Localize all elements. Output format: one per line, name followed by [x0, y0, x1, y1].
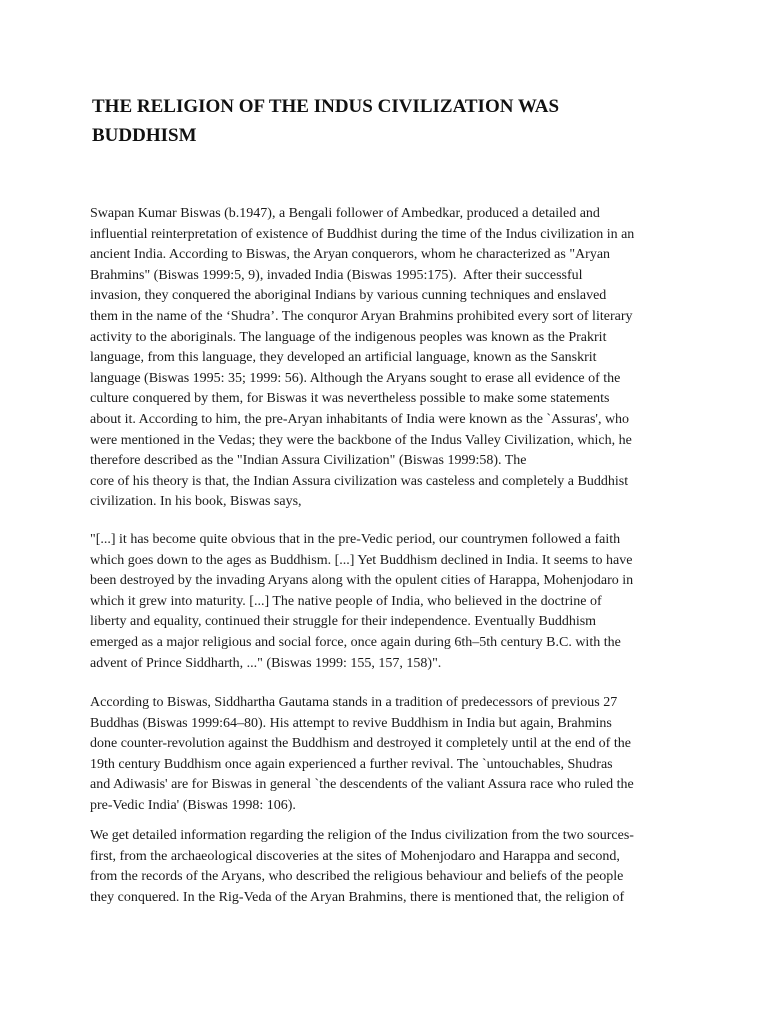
text-line: invasion, they conquered the aboriginal Indians by various cunning techniques and enslaved	[90, 288, 607, 304]
paragraph-siddhartha	[90, 693, 690, 817]
text-line: Swapan Kumar Biswas (b.1947), a Bengali follower of Ambedkar, produced a detailed and	[90, 206, 600, 221]
text-line: Brahmins" (Biswas 1999:5, 9), invaded India (Biswas 1995:175). After their successful	[90, 267, 583, 283]
text-line: therefore described as the "Indian Assura Civilization" (Biswas 1999:58). The	[90, 453, 527, 469]
document-title	[92, 92, 692, 150]
text-line: We get detailed information regarding the religion of the Indus civilization from the two sources-	[90, 828, 634, 843]
text-line: and Adiwasis' are for Biswas in general `the descendents of the valiant Assura race who ruled the	[90, 777, 634, 793]
text-line: first, from the archaeological discoveries at the sites of Mohenjodaro and Harappa and second,	[90, 848, 620, 864]
text-line: "[...] it has become quite obvious that in the pre-Vedic period, our countrymen followed a faith	[90, 532, 621, 547]
text-line: done counter-revolution against the Buddhism and destroyed it completely until at the end of the	[90, 736, 631, 752]
text-line: ancient India. According to Biswas, the Aryan conquerors, whom he characterized as "Aryan	[90, 247, 611, 263]
text-line: them in the name of the ‘Shudra’. The conquror Aryan Brahmins prohibited every sort of literary	[90, 308, 633, 324]
text-line: emerged as a major religious and social force, once again during 6th–5th century B.C. with the	[90, 634, 621, 650]
text-line: from the records of the Aryans, who described the religious behaviour and beliefs of the people	[90, 869, 624, 885]
text-line: which goes down to the ages as Buddhism. [...] Yet Buddhism declined in India. It seems to have	[90, 552, 633, 568]
paragraph-biswas-intro	[90, 204, 690, 513]
text-line: been destroyed by the invading Aryans along with the opulent cities of Harappa, Mohenjodaro in	[90, 573, 634, 589]
text-line: Buddhas (Biswas 1999:64–80). His attempt to revive Buddhism in India but again, Brahmins	[90, 715, 612, 731]
text-line: core of his theory is that, the Indian Assura civilization was casteless and completely a Buddhist	[90, 473, 629, 489]
text-line: culture conquered by them, for Biswas it was nevertheless possible to make some statements	[90, 391, 610, 407]
title-line: BUDDHISM	[92, 125, 197, 146]
text-line: influential reinterpretation of existence of Buddhist during the time of the Indus civilization in an	[90, 226, 635, 242]
text-line: activity to the aboriginals. The language of the indigenous peoples was known as the Prakrit	[90, 329, 607, 345]
text-line: According to Biswas, Siddhartha Gautama stands in a tradition of predecessors of previous 27	[90, 695, 618, 710]
text-line: about it. According to him, the pre-Aryan inhabitants of India were known as the `Assuras', who	[90, 411, 630, 427]
text-line: were mentioned in the Vedas; they were the backbone of the Indus Valley Civilization, which, he	[90, 432, 632, 448]
text-line: which it grew into maturity. [...] The native people of India, who believed in the doctrine of	[90, 593, 602, 609]
text-line: language, from this language, they developed an artificial language, known as the Sanskrit	[90, 350, 597, 366]
text-line: liberty and equality, continued their struggle for their independence. Eventually Buddhism	[90, 614, 597, 630]
title-line: THE RELIGION OF THE INDUS CIVILIZATION WAS	[92, 96, 560, 117]
text-line: language (Biswas 1995: 35; 1999: 56). Although the Aryans sought to erase all evidence of the	[90, 370, 621, 386]
paragraph-sources	[90, 826, 690, 908]
text-line: pre-Vedic India' (Biswas 1998: 106).	[90, 797, 296, 813]
text-line: advent of Prince Siddharth, ..." (Biswas 1999: 155, 157, 158)".	[90, 655, 442, 671]
text-line: they conquered. In the Rig-Veda of the Aryan Brahmins, there is mentioned that, the religion of	[90, 889, 625, 905]
paragraph-quotation	[90, 530, 690, 674]
text-line: 19th century Buddhism once again experienced a further revival. The `untouchables, Shudras	[90, 756, 613, 772]
text-line: civilization. In his book, Biswas says,	[90, 494, 302, 510]
